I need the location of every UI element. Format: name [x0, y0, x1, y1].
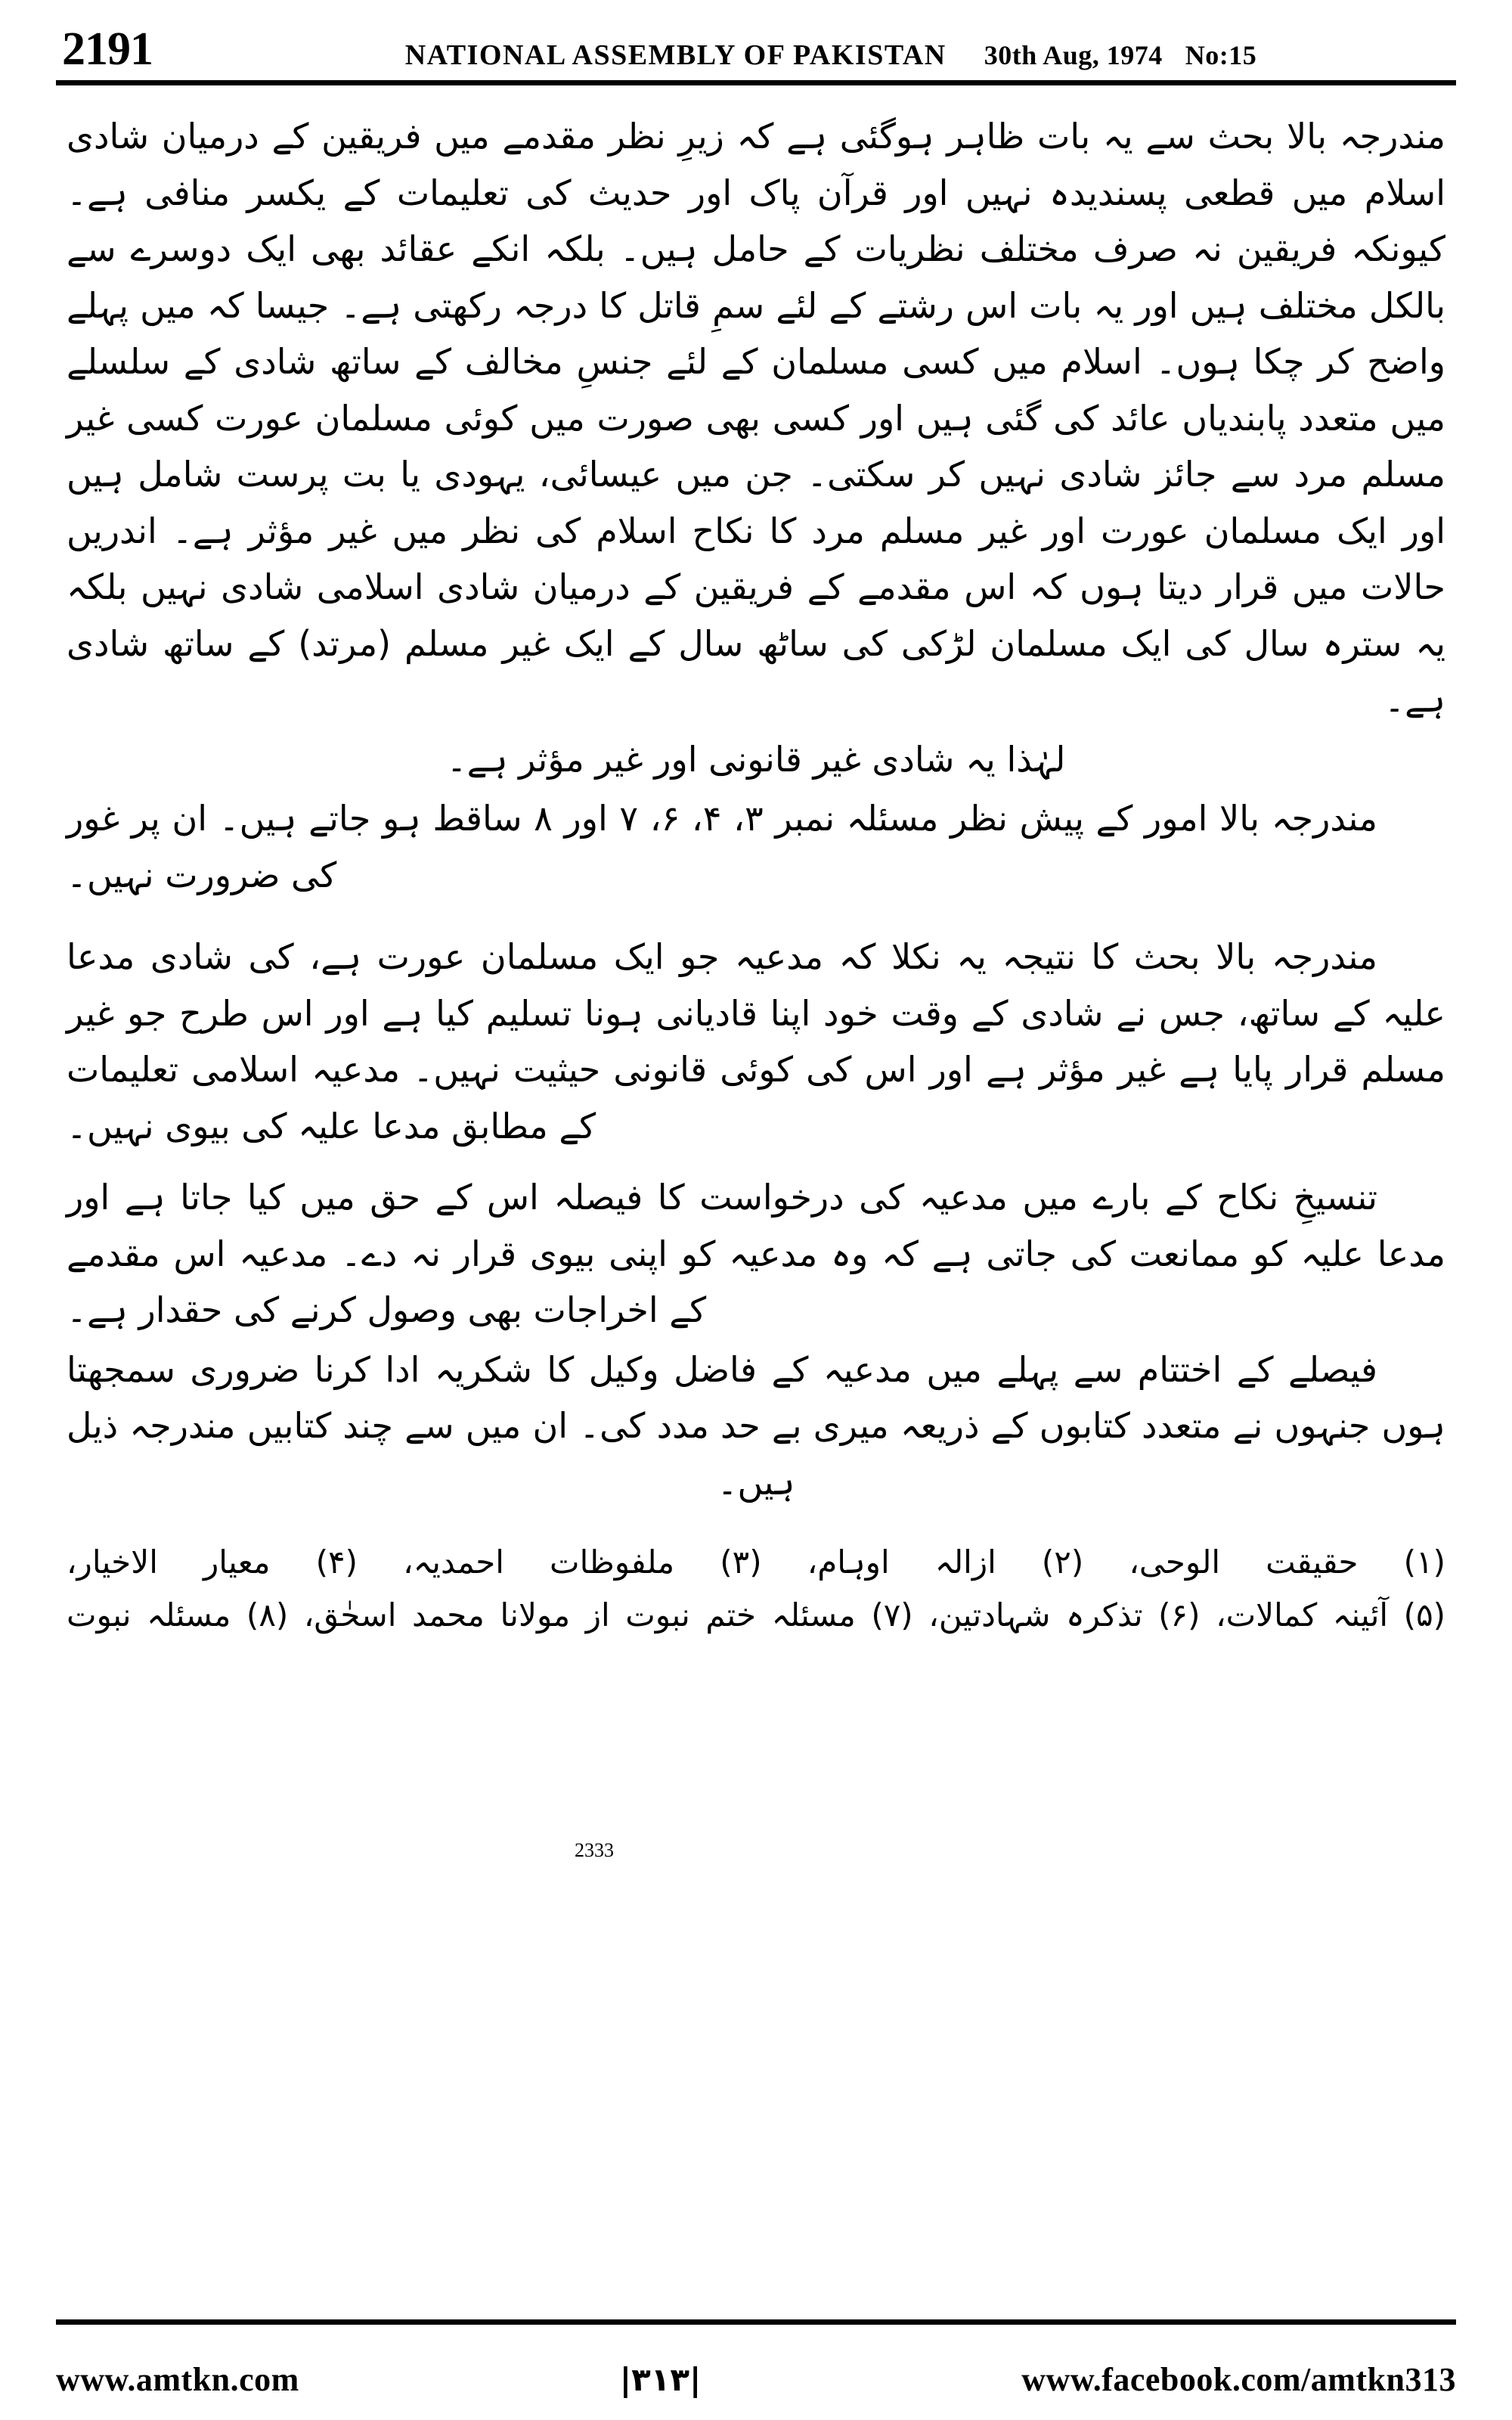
paragraph-6: فیصلے کے اختتام سے پہلے میں مدعیہ کے فاضل وکیل کا شکریہ ادا کرنا ضروری سمجھتا ہوں جنہوں نے متعدد کتابوں کے ذریعہ میری بے حد مدد کی۔ ان میں سے چند کتابیں مندرجہ ذیل ہیں۔: [67, 1348, 1445, 1503]
marginal-note-number: 2333: [575, 1839, 614, 1861]
paragraph-5: تنسیخِ نکاح کے بارے میں مدعیہ کی درخواست کا فیصلہ اس کے حق میں کیا جاتا ہے اور مدعا علیہ کو ممانعت کی جاتی ہے کہ وہ مدعیہ کو اپنی بیوی قرار نہ دے۔ مدعیہ اس مقدمے کے اخراجات بھی وصول کرنے کی حقدار ہے۔: [67, 1177, 1445, 1331]
assembly-title: NATIONAL ASSEMBLY OF PAKISTAN: [404, 39, 947, 71]
body-text: [48, 85, 1464, 1642]
paragraph-4: مندرجہ بالا بحث کا نتیجہ یہ نکلا کہ مدعیہ جو ایک مسلمان عورت ہے، کی شادی مدعا علیہ کے ساتھ، جس نے شادی کے وقت خود اپنا قادیانی ہونا تسلیم کیا ہے اور اس طرح جو غیر مسلم قرار پایا ہے غیر مؤثر ہے اور اس کی کوئی قانونی حیثیت نہیں۔ مدعیہ اسلامی تعلیمات کے مطابق مدعا علیہ کی بیوی نہیں۔: [67, 936, 1445, 1146]
paragraph-3: مندرجہ بالا امور کے پیش نظر مسئلہ نمبر ۳، ۴، ۶، ۷ اور ۸ ساقط ہو جاتے ہیں۔ ان پر غور کی ضرورت نہیں۔: [67, 798, 1378, 895]
page-header: [48, 0, 1464, 73]
footer-divider: [56, 2319, 1456, 2325]
page-footer: [56, 2360, 1456, 2399]
header-center: [198, 39, 1464, 72]
footer-website-link[interactable]: www.amtkn.com: [56, 2361, 299, 2398]
header-date: 30th Aug, 1974: [984, 40, 1163, 70]
footer-facebook-link[interactable]: www.facebook.com/amtkn313: [1021, 2361, 1456, 2398]
header-divider: [56, 80, 1456, 85]
footer-page-label: |۳۱۳|: [619, 2361, 702, 2398]
book-list-line-1: (۱) حقیقت الوحی، (۲) ازالہ اوہام، (۳) ملفوظات احمدیہ، (۴) معیار الاخیار،: [67, 1544, 1445, 1581]
header-issue-number: No:15: [1185, 40, 1257, 70]
book-list-line-2: (۵) آئینہ کمالات، (۶) تذکرہ شہادتین، (۷) مسئلہ ختم نبوت از مولانا محمد اسحٰق، (۸) مسئلہ نبوت: [67, 1596, 1446, 1634]
paragraph-2: لہٰذا یہ شادی غیر قانونی اور غیر مؤثر ہے۔: [446, 738, 1066, 780]
page-number: 2191: [62, 23, 153, 75]
paragraph-1: مندرجہ بالا بحث سے یہ بات ظاہر ہوگئی ہے کہ زیرِ نظر مقدمے میں فریقین کے درمیان شادی اسلام میں قطعی پسندیدہ نہیں اور قرآن پاک اور حدیث کی تعلیمات کے یکسر منافی ہے۔ کیونکہ فریقین نہ صرف مختلف نظریات کے حامل ہیں۔ بلکہ انکے عقائد بھی ایک دوسرے سے بالکل مختلف ہیں اور یہ بات اس رشتے کے لئے سمِ قاتل کا درجہ رکھتی ہے۔ جیسا کہ میں پہلے واضح کر چکا ہوں۔ اسلام میں کسی مسلمان کے لئے جنسِ مخالف کے ساتھ شادی کے سلسلے میں متعدد پابندیاں عائد کی گئی ہیں اور کسی بھی صورت میں کوئی مسلمان عورت کسی غیر مسلم مرد سے جائز شادی نہیں کر سکتی۔ جن میں عیسائی، یہودی یا بت پرست شامل ہیں اور ایک مسلمان عورت اور غیر مسلم مرد کا نکاح اسلام کی نظر میں غیر مؤثر ہے۔ اندریں حالات میں قرار دیتا ہوں کہ اس مقدمے کے فریقین کے درمیان شادی اسلامی شادی نہیں بلکہ یہ سترہ سال کی ایک مسلمان لڑکی کی ساٹھ سال کے ایک غیر مسلم (مرتد) کے ساتھ شادی ہے۔: [67, 116, 1445, 721]
